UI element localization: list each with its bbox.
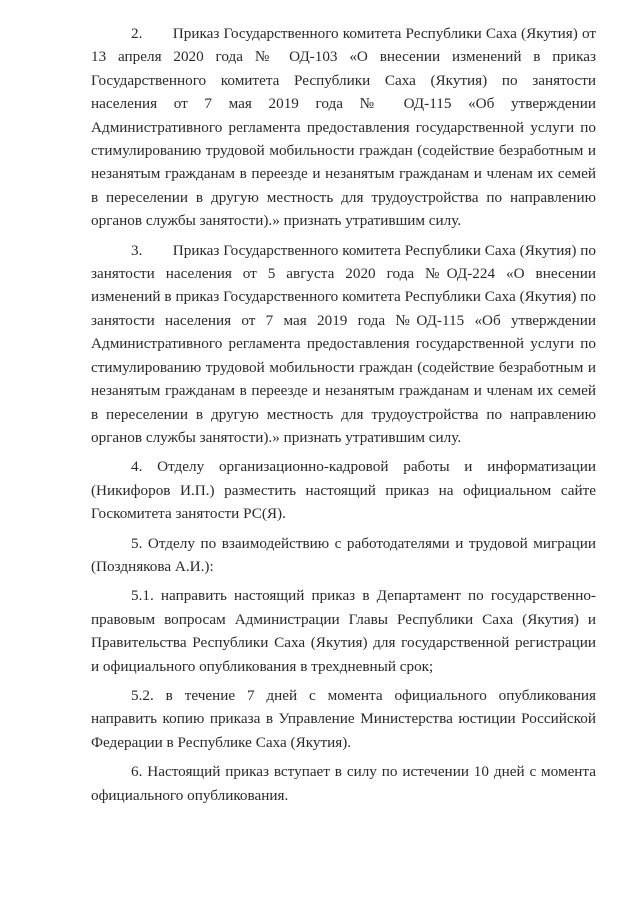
paragraph-item-5-2: 5.2. в течение 7 дней с момента официального опубликования направить копию приказа в Управление Министерства юстиции Российской Федерации в Республике Саха (Якутия). bbox=[91, 686, 596, 751]
paragraph-item-5: 5. Отделу по взаимодействию с работодателями и трудовой миграции (Позднякова А.И.): bbox=[91, 534, 596, 575]
paragraph-item-2: 2. Приказ Государственного комитета Республики Саха (Якутия) от 13 апреля 2020 года № ОД-103 «О внесении изменений в приказ Государственного комитета Республики Саха (Якутия) по занятости населения от 7 мая 2019 года № ОД-115 «Об утверждении Административного регламента предоставления государственной услуги по стимулированию трудовой мобильности граждан (содействие безработным и незанятым гражданам в переезде и незанятым гражданам и членам их семей в переселении в другую местность для трудоустройства по направлению органов службы занятости).» признать утратившим силу. bbox=[91, 25, 596, 230]
paragraph-item-4: 4. Отделу организационно-кадровой работы и информатизации (Никифоров И.П.) разместить настоящий приказ на официальном сайте Госкомитета занятости РС(Я). bbox=[91, 458, 596, 523]
paragraph-item-3: 3. Приказ Государственного комитета Республики Саха (Якутия) по занятости населения от 5 августа 2020 года №ОД-224 «О внесении изменений в приказ Государственного комитета Республики Саха (Якутия) по занятости населения от 7 мая 2019 года №ОД-115 «Об утверждении Административного регламента предоставления государственной услуги по стимулированию трудовой мобильности граждан (содействие безработным и незанятым гражданам в переезде и незанятым гражданам и членам их семей в переселении в другую местность для трудоустройства по направлению органов службы занятости).» признать утратившим силу. bbox=[91, 241, 596, 446]
paragraph-item-6: 6. Настоящий приказ вступает в силу по истечении 10 дней с момента официального опубликования. bbox=[91, 763, 596, 804]
paragraph-item-5-1: 5.1. направить настоящий приказ в Департамент по государственно-правовым вопросам Администрации Главы Республики Саха (Якутия) и Правительства Республики Саха (Якутия) для государственной регистрации и официального опубликования в трехдневный срок; bbox=[91, 587, 596, 675]
